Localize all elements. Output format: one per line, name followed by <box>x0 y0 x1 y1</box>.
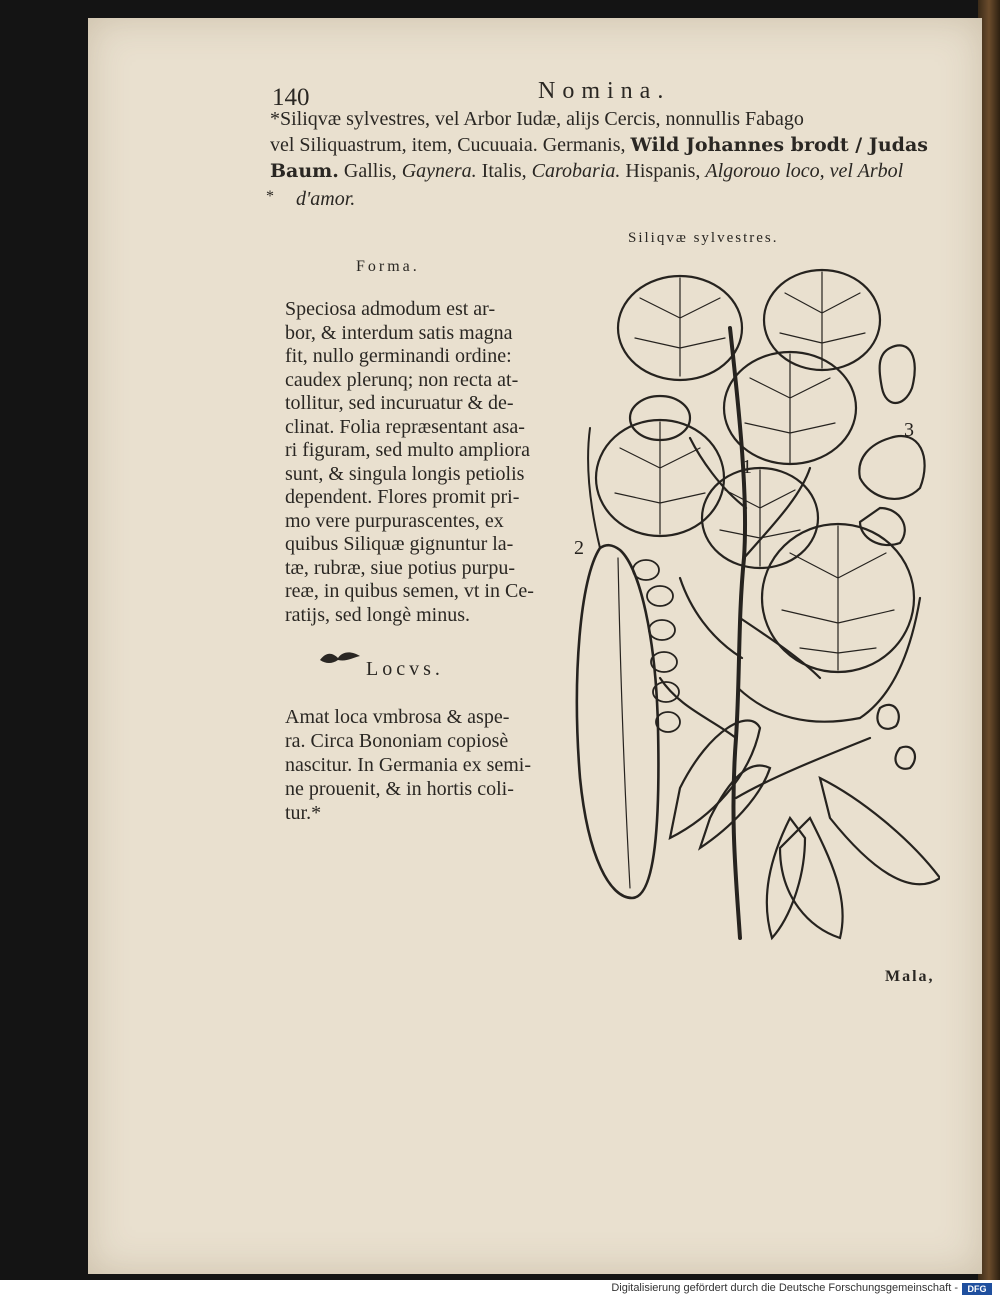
forma-line: mo vere purpurascentes, ex <box>285 509 504 532</box>
forma-line: sunt, & singula longis petiolis <box>285 462 525 485</box>
forma-line: Speciosa admodum est ar- <box>285 298 496 320</box>
locus-heading: Locvs. <box>366 658 444 680</box>
forma-line: clinat. Folia repræsentant asa- <box>285 415 525 438</box>
locus-line: ne prouenit, & in hortis coli- <box>285 778 514 800</box>
catchword: Mala, <box>885 968 935 985</box>
margin-star: * <box>266 188 274 205</box>
locus-line: Amat loca vmbrosa & aspe- <box>285 706 510 728</box>
nomina-line-3 <box>270 160 903 183</box>
woodcut-illustration <box>560 258 940 948</box>
italis-name: Carobaria. <box>531 160 621 182</box>
figure-label-2: 2 <box>574 537 584 559</box>
figure-caption: Siliqvæ sylvestres. <box>628 230 779 246</box>
forma-line: ratijs, sed longè minus. <box>285 603 470 626</box>
italis-label: Italis, <box>481 160 527 182</box>
gallis-name: Gaynera. <box>401 160 477 182</box>
gallis-label: Gallis, <box>343 160 397 182</box>
german-name-blackletter: Wild Johannes brodt / Judas <box>630 134 928 156</box>
page-number: 140 <box>272 84 310 111</box>
running-head: Nomina. <box>538 78 671 104</box>
figure-label-1: 1 <box>742 456 752 478</box>
dfg-logo-icon: DFG <box>962 1283 992 1295</box>
forma-line: fit, nullo germinandi ordine: <box>285 345 512 367</box>
locus-line: ra. Circa Bononiam copiosè <box>285 730 509 752</box>
forma-line: bor, & interdum satis magna <box>285 321 513 344</box>
figure-label-3: 3 <box>904 419 914 441</box>
forma-line: tæ, rubræ, siue potius purpu- <box>285 556 515 579</box>
forma-line: reæ, in quibus semen, vt in Ce- <box>285 580 534 602</box>
forma-line: quibus Siliquæ gignuntur la- <box>285 533 514 555</box>
forma-line: caudex plerunq; non recta at- <box>285 368 519 391</box>
nomina-line-2a: vel Siliquastrum, item, Cucuuaia. Germanis, <box>270 134 626 156</box>
forma-line: ri figuram, sed multo ampliora <box>285 439 530 461</box>
german-name-baum: Baum. <box>270 160 339 182</box>
hispanis-name: Algorouo loco, vel Arbol <box>705 160 904 182</box>
nomina-line-2 <box>270 134 928 157</box>
nomina-line-1: *Siliqvæ sylvestres, vel Arbor Iudæ, alijs Cercis, nonnullis Fabago <box>270 108 804 130</box>
hispanis-label: Hispanis, <box>625 160 701 182</box>
locus-line: nascitur. In Germania ex semi- <box>285 754 532 776</box>
leaf-group <box>596 270 914 672</box>
forma-line: dependent. Flores promit pri- <box>285 486 520 508</box>
nomina-line-4: d'amor. <box>296 188 356 210</box>
locus-line: tur.* <box>285 802 322 824</box>
forma-line: tollitur, sed incuruatur & de- <box>285 392 514 414</box>
forma-heading: Forma. <box>356 258 420 275</box>
footer-credit: Digitalisierung gefördert durch die Deutsche Forschungsgemeinschaft - <box>611 1282 958 1294</box>
fleuron-ornament-icon <box>318 648 362 666</box>
